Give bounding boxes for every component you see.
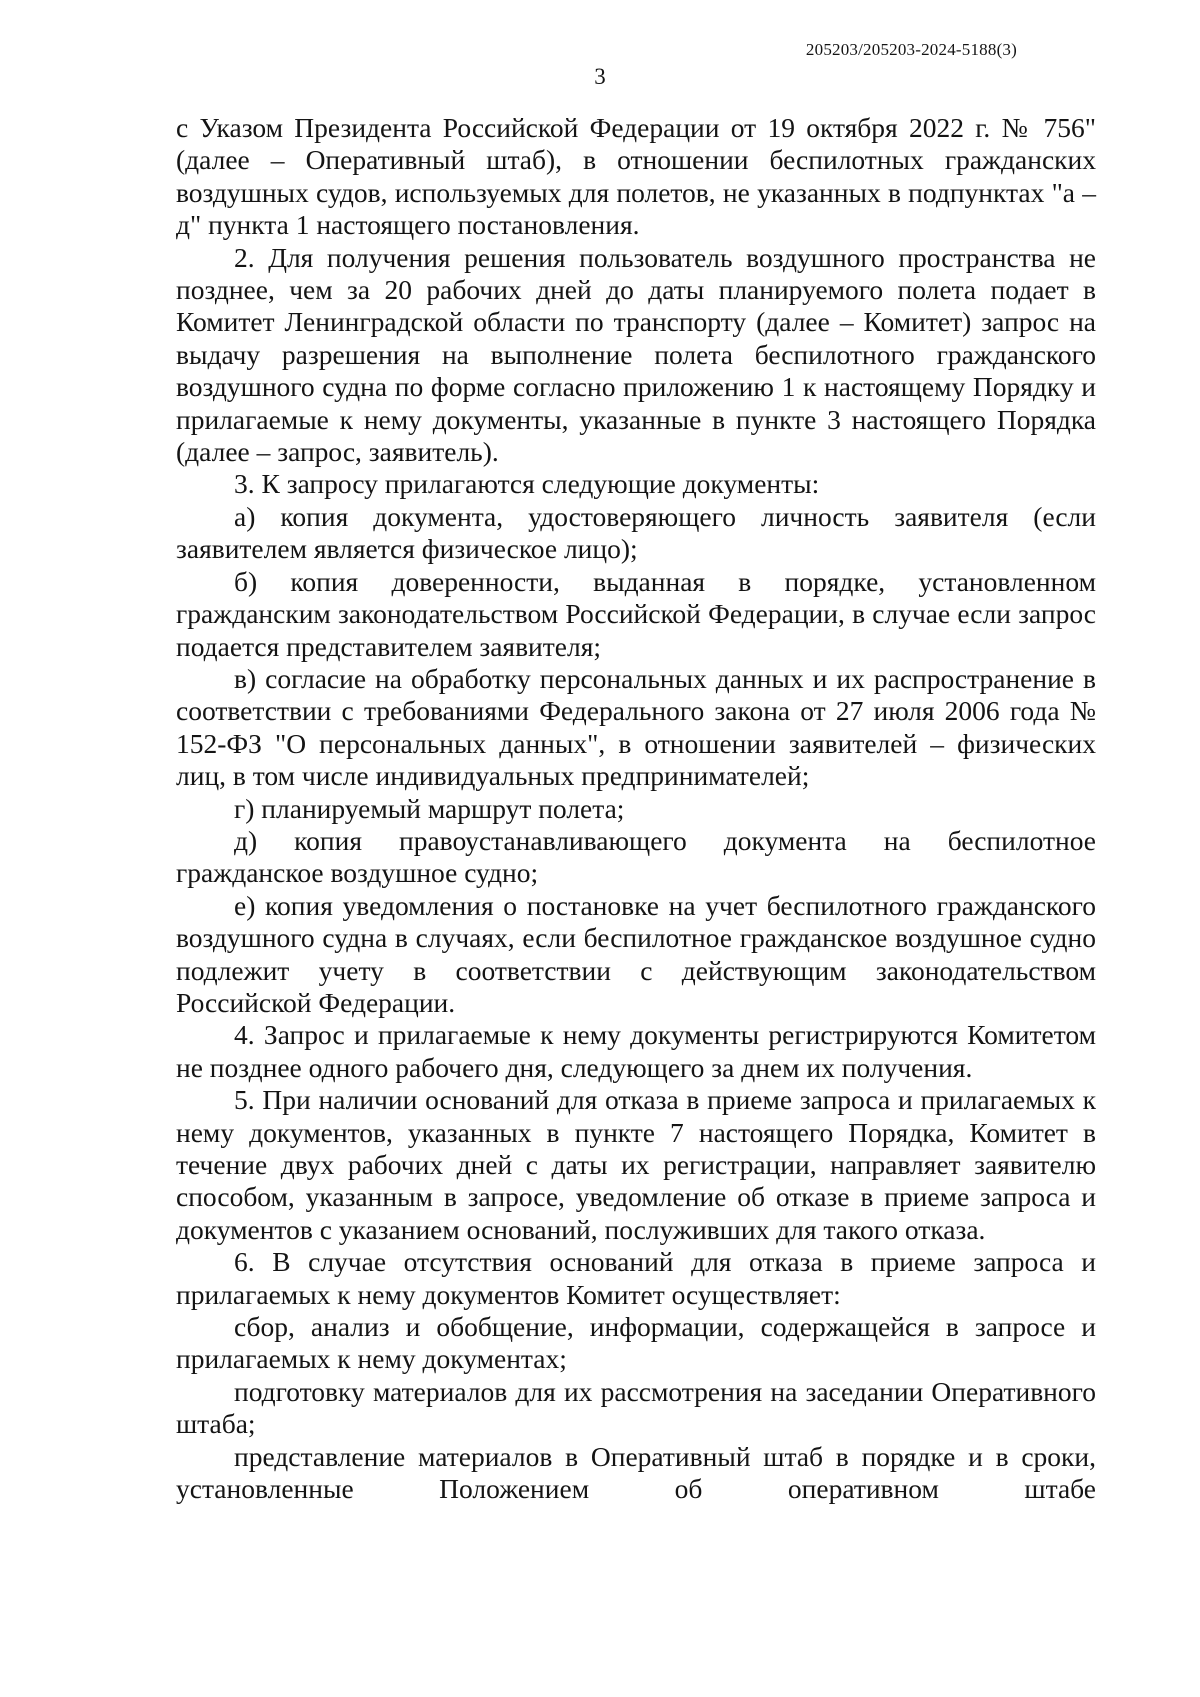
action-item-collection: сбор, анализ и обобщение, информации, содержащейся в запросе и прилагаемых к нему документах; — [176, 1311, 1096, 1375]
document-id: 205203/205203-2024-5188(3) — [805, 40, 1017, 59]
list-item-g: г) планируемый маршрут полета; — [234, 792, 625, 824]
list-item-a: а) копия документа, удостоверяющего личность заявителя (если заявителем является физическое лицо); — [176, 500, 1096, 565]
paragraph-6: 6. В случае отсутствия оснований для отказа в приеме запроса и прилагаемых к нему документов Комитет осуществляет: — [176, 1246, 1096, 1310]
action-item-preparation: подготовку материалов для их рассмотрения на заседании Оперативного штаба; — [176, 1375, 1096, 1440]
paragraph-intro-continuation: с Указом Президента Российской Федерации от 19 октября 2022 г. № 756" (далее – Оперативный штаб), в отношении беспилотных гражданских воздушных судов, используемых для полетов, не указанных в подпунктах "а – д" пункта 1 настоящего постановления. — [176, 112, 1096, 241]
list-item-b: б) копия доверенности, выданная в порядке, установленном гражданским законодательством Российской Федерации, в случае если запрос подается представителем заявителя; — [176, 565, 1096, 662]
action-item-submission: представление материалов в Оперативный штаб в порядке и в сроки, установленные Положением об оперативном штабе — [176, 1440, 1096, 1505]
list-item-v: в) согласие на обработку персональных данных и их распространение в соответствии с требованиями Федерального закона от 27 июля 2006 года № 152-ФЗ "О персональных данных", в отношении заявителей – физических лиц, в том числе индивидуальных предпринимателей; — [176, 662, 1096, 792]
paragraph-4: 4. Запрос и прилагаемые к нему документы регистрируются Комитетом не позднее одного рабочего дня, следующего за днем их получения. — [176, 1019, 1096, 1083]
paragraph-5: 5. При наличии оснований для отказа в приеме запроса и прилагаемых к нему документов, указанных в пункте 7 настоящего Порядка, Комитет в течение двух рабочих дней с даты их регистрации, направляет заявителю способом, указанным в запросе, уведомление об отказе в приеме запроса и документов с указанием оснований, послуживших для такого отказа. — [176, 1084, 1096, 1245]
paragraph-2: 2. Для получения решения пользователь воздушного пространства не позднее, чем за 20 рабочих дней до даты планируемого полета подает в Комитет Ленинградской области по транспорту (далее – Комитет) запрос на выдачу разрешения на выполнение полета беспилотного гражданского воздушного судна по форме согласно приложению 1 к настоящему Порядку и прилагаемые к нему документы, указанные в пункте 3 настоящего Порядка (далее – запрос, заявитель). — [176, 241, 1096, 468]
page-number: 3 — [594, 64, 606, 89]
paragraph-3: 3. К запросу прилагаются следующие документы: — [234, 468, 820, 500]
document-body — [176, 112, 1096, 1505]
list-item-d: д) копия правоустанавливающего документа на беспилотное гражданское воздушное судно; — [176, 824, 1096, 889]
list-item-e: е) копия уведомления о постановке на учет беспилотного гражданского воздушного судна в случаях, если беспилотное гражданское воздушное судно подлежит учету в соответствии с действующим законодательством Российской Федерации. — [176, 889, 1096, 1018]
